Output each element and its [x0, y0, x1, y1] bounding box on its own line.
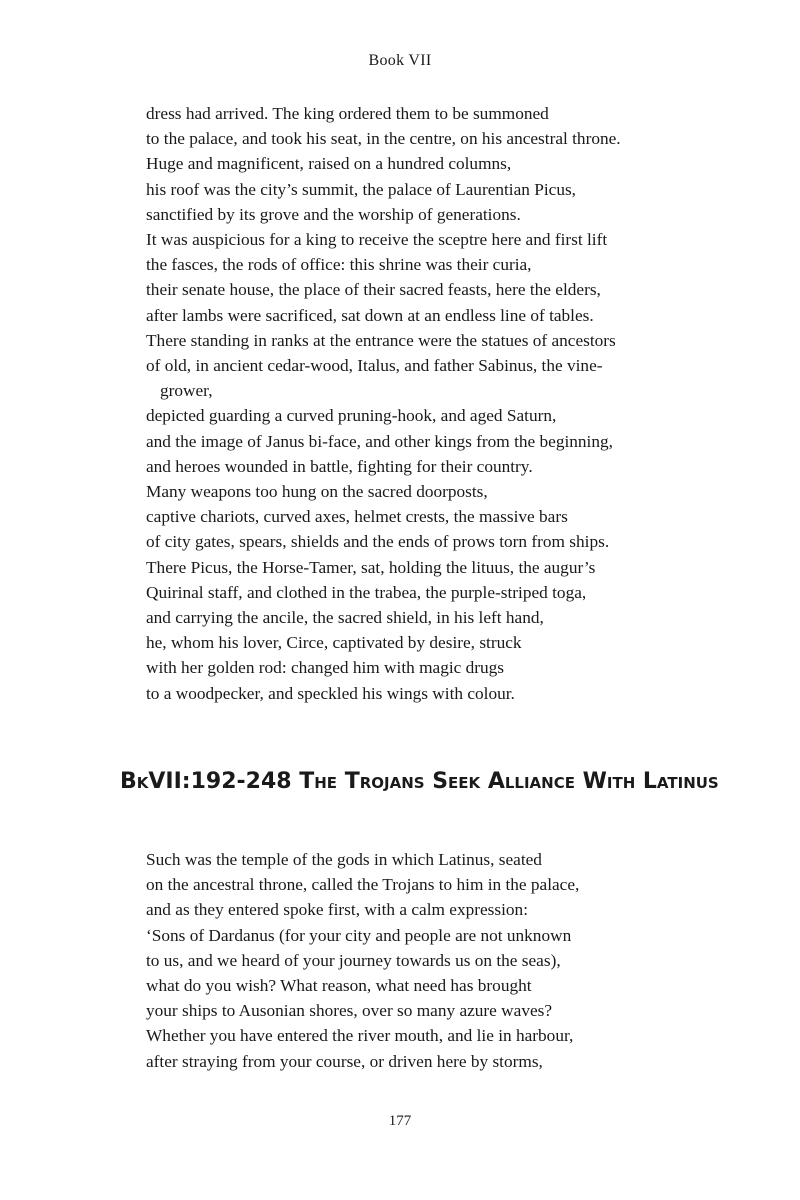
verse-line: his roof was the city’s summit, the palace of Laurentian Picus,	[146, 179, 577, 199]
verse-line: depicted guarding a curved pruning-hook, and aged Saturn,	[146, 406, 557, 426]
verse-line: to us, and we heard of your journey towards us on the seas),	[146, 950, 561, 970]
verse-line: and carrying the ancile, the sacred shield, in his left hand,	[146, 608, 544, 628]
verse-line: sanctified by its grove and the worship of generations.	[146, 204, 521, 224]
verse-line: what do you wish? What reason, what need has brought	[146, 976, 532, 996]
page-number: 177	[388, 1113, 412, 1129]
verse-line: and as they entered spoke first, with a calm expression:	[146, 900, 528, 920]
verse-line: There standing in ranks at the entrance were the statues of ancestors	[146, 330, 616, 350]
verse-line: to a woodpecker, and speckled his wings with colour.	[146, 683, 515, 703]
verse-line: and heroes wounded in battle, fighting for their country.	[146, 456, 533, 476]
verse-line: Huge and magnificent, raised on a hundred columns,	[146, 154, 512, 174]
verse-line: Whether you have entered the river mouth, and lie in harbour,	[146, 1026, 574, 1046]
verse-passage-1	[146, 101, 746, 706]
verse-line: after straying from your course, or driven here by storms,	[146, 1051, 543, 1071]
verse-line: of city gates, spears, shields and the ends of prows torn from ships.	[146, 532, 610, 552]
verse-line: There Picus, the Horse-Tamer, sat, holding the lituus, the augur’s	[146, 557, 596, 577]
verse-line: It was auspicious for a king to receive the sceptre here and first lift	[146, 230, 608, 250]
verse-line: the fasces, the rods of office: this shrine was their curia,	[146, 255, 532, 275]
verse-line: with her golden rod: changed him with magic drugs	[146, 658, 505, 678]
verse-line: after lambs were sacrificed, sat down at an endless line of tables.	[146, 305, 594, 325]
verse-line: Many weapons too hung on the sacred doorposts,	[146, 482, 488, 502]
verse-line: dress had arrived. The king ordered them to be summoned	[146, 104, 549, 123]
verse-line: and the image of Janus bi-face, and other kings from the beginning,	[146, 431, 613, 451]
verse-passage-2	[146, 847, 746, 1074]
verse-line: Such was the temple of the gods in which Latinus, seated	[146, 850, 542, 869]
verse-line: to the palace, and took his seat, in the centre, on his ancestral throne.	[146, 129, 621, 149]
verse-line: he, whom his lover, Circe, captivated by desire, struck	[146, 633, 522, 653]
verse-line: their senate house, the place of their sacred feasts, here the elders,	[146, 280, 601, 300]
section-heading: BkVII:192-248 The Trojans Seek Alliance With Latinus	[120, 769, 719, 794]
running-header: Book VII	[368, 52, 432, 69]
verse-line: on the ancestral throne, called the Trojans to him in the palace,	[146, 875, 580, 895]
verse-line: captive chariots, curved axes, helmet crests, the massive bars	[146, 507, 568, 527]
verse-line-continuation: grower,	[160, 381, 213, 401]
verse-line: Quirinal staff, and clothed in the trabea, the purple-striped toga,	[146, 582, 587, 602]
verse-line: ‘Sons of Dardanus (for your city and people are not unknown	[146, 925, 572, 945]
verse-line: of old, in ancient cedar-wood, Italus, and father Sabinus, the vine-	[146, 356, 603, 376]
verse-line: your ships to Ausonian shores, over so many azure waves?	[146, 1001, 553, 1021]
